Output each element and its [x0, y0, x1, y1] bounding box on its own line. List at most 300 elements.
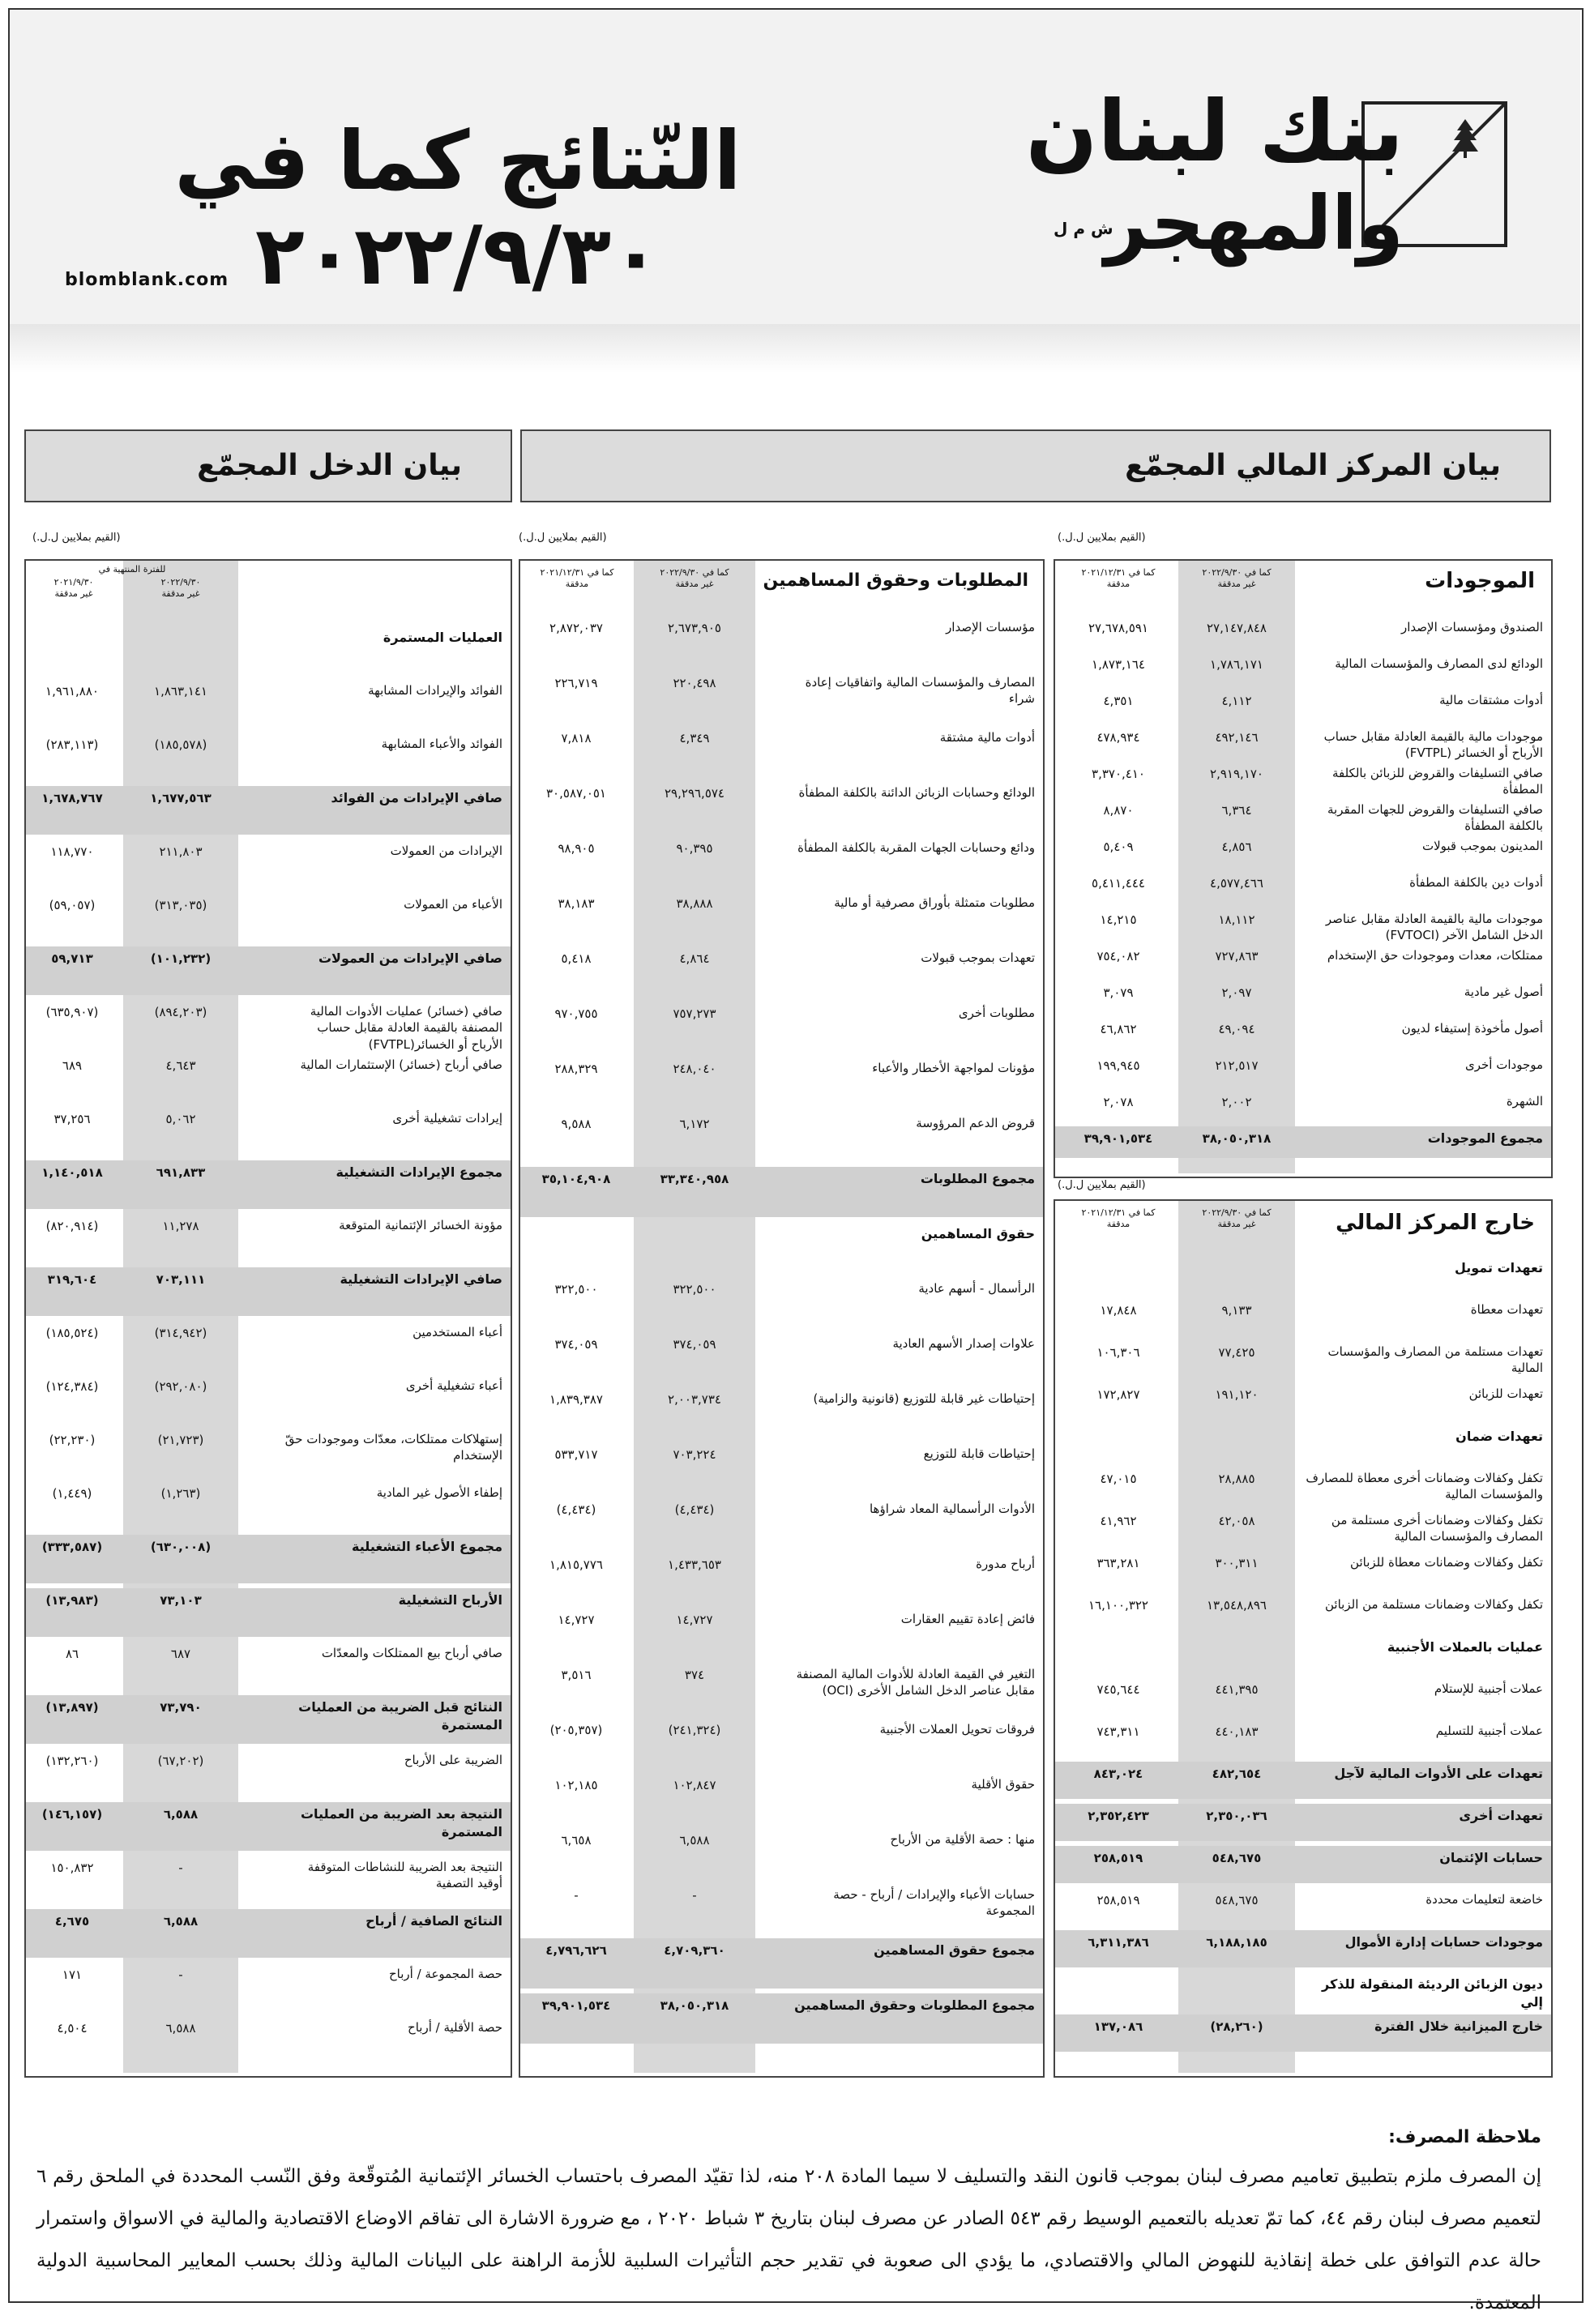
- current-period-value: (٢٩٢,٠٨٠): [154, 1379, 207, 1394]
- row-label: أعباء المستخدمين: [412, 1325, 502, 1339]
- table-row: [1055, 1256, 1551, 1293]
- current-period-value: ١٩١,١٢٠: [1215, 1387, 1259, 1402]
- prior-period-value: ٣٩,٩٠١,٥٣٤: [1084, 1131, 1153, 1146]
- prior-period-value: ٦٨٩: [62, 1058, 83, 1073]
- row-label: النتائج الصافية / أرباح: [365, 1913, 502, 1929]
- row-label: منها : حصة الأقلية من الأرباح: [890, 1832, 1035, 1847]
- table-row: [26, 1428, 511, 1476]
- table-row: [520, 946, 1043, 997]
- current-period-value: ٢,٦٧٣,٩٠٥: [668, 621, 721, 635]
- income-col1-head: ٢٠٢٢/٩/٣٠ غير مدققة: [160, 577, 201, 599]
- row-label: تعهدات أخرى: [1459, 1808, 1543, 1823]
- current-period-value: (٢١,٧٢٣): [157, 1433, 204, 1447]
- row-label: إحتياطات غير قابلة للتوزيع (قانونية والزامية): [813, 1391, 1035, 1406]
- prior-period-value: ١٧١: [62, 1967, 83, 1982]
- prior-period-value: ١٧٢,٨٢٧: [1096, 1387, 1140, 1402]
- current-period-value: ٥,٠٦٢: [165, 1112, 196, 1126]
- prior-period-value: ١٣٧,٠٨٦: [1093, 2019, 1143, 2034]
- current-period-value: ٥٤٨,٦٧٥: [1212, 1851, 1262, 1865]
- prior-period-value: ١٠٦,٣٠٦: [1096, 1345, 1140, 1360]
- row-label: تعهدات معطاة: [1470, 1302, 1543, 1317]
- row-label: ودائع وحسابات الجهات المقربة بالكلفة المطفأة: [797, 840, 1035, 855]
- prior-period-value: ٤٧٨,٩٣٤: [1096, 730, 1140, 745]
- row-label: قروض الدعم المرؤوسة: [916, 1116, 1035, 1130]
- prior-period-value: ٣٧٤,٠٥٩: [554, 1337, 598, 1352]
- current-period-value: (٢٤١,٣٢٤): [668, 1723, 721, 1737]
- table-row: [520, 1993, 1043, 2044]
- row-label: مطلوبات متمثلة بأوراق مصرفية أو مالية: [834, 895, 1035, 910]
- table-row: [1055, 1298, 1551, 1335]
- prior-period-value: ١١٨,٧٧٠: [50, 844, 94, 859]
- row-label: عمليات بالعملات الأجنبية: [1387, 1639, 1543, 1655]
- liab-col1-head: كما في ٢٠٢٢/٩/٣٠ غير مدققة: [660, 567, 729, 589]
- current-period-value: ٢١٢,٥١٧: [1215, 1058, 1259, 1073]
- table-row: [1055, 1972, 1551, 2010]
- table-row: [26, 1053, 511, 1102]
- assets-col1-head: كما في ٢٠٢٢/٩/٣٠ غير مدققة: [1202, 567, 1272, 589]
- row-label: صافي التسليفات والقروض للجهات المقربة بالكلفة المطفأة: [1327, 802, 1543, 834]
- current-period-value: ١٠٢,٨٤٧: [673, 1778, 716, 1792]
- row-label: أدوات دين بالكلفة المطفأة: [1409, 875, 1543, 890]
- row-label: النتائج قبل الضريبة من العمليات المستمرة: [298, 1699, 502, 1732]
- prior-period-value: (١٣,٨٩٧): [45, 1700, 99, 1715]
- table-row: [26, 1000, 511, 1052]
- prior-period-value: ٥٣٣,٧١٧: [554, 1447, 598, 1462]
- prior-period-value: ٣٦٣,٢٨١: [1096, 1556, 1140, 1570]
- current-period-value: ٦,١٧٢: [679, 1117, 710, 1131]
- prior-period-value: ٢٧,٦٧٨,٥٩١: [1088, 621, 1148, 635]
- prior-period-value: ١٩٩,٩٤٥: [1096, 1058, 1140, 1073]
- table-row: [1055, 1593, 1551, 1630]
- row-label: خارج الميزانية خلال الفترة: [1374, 2019, 1543, 2034]
- prior-period-value: (١٤٦,١٥٧): [41, 1807, 103, 1822]
- table-row: [1055, 1804, 1551, 1841]
- prior-period-value: ٣٧,٢٥٦: [53, 1112, 91, 1126]
- row-label: أدوات مالية مشتقة: [939, 730, 1035, 745]
- table-row: [520, 1497, 1043, 1548]
- current-period-value: ٢,٠٠٣,٧٣٤: [668, 1392, 721, 1407]
- prior-period-value: ١,٦٧٨,٧٦٧: [41, 791, 103, 805]
- row-label: تعهدات تمويل: [1454, 1260, 1543, 1275]
- row-label: النتيجة بعد الضريبة للنشاطات المتوقفة أوقيد التصفية: [307, 1860, 502, 1891]
- off-balance-title: خارج المركز المالي: [1336, 1211, 1535, 1235]
- row-label: تعهدات بموجب قبولات: [921, 951, 1035, 965]
- table-row: [26, 1963, 511, 2011]
- row-label: التغير في القيمة العادلة للأدوات المالية المصنفة مقابل عناصر الدخل الشامل الأخرى (OCI): [796, 1667, 1035, 1698]
- prior-period-value: ٢,٠٧٨: [1103, 1095, 1134, 1109]
- prior-period-value: (١,٤٤٩): [52, 1486, 92, 1501]
- row-label: الرأسمال - أسهم عادية: [918, 1281, 1035, 1296]
- table-row: [520, 1718, 1043, 1768]
- prior-period-value: ١,٨٣٩,٣٨٧: [549, 1392, 603, 1407]
- current-period-value: ٦,٣٦٤: [1221, 803, 1252, 818]
- row-label: صافي الإيرادات من الفوائد: [331, 790, 502, 805]
- off-balance-panel: [1054, 1199, 1553, 2078]
- off-col1-head: كما في ٢٠٢٢/٩/٣٠ غير مدققة: [1202, 1207, 1272, 1229]
- prior-period-value: (١٣,٩٨٣): [45, 1593, 99, 1608]
- prior-period-value: (٦٣٥,٩٠٧): [45, 1005, 99, 1019]
- current-period-value: (١٨٥,٥٧٨): [154, 737, 207, 752]
- row-label: تكفل وكفالات وضمانات أخرى معطاة للمصارف والمؤسسات المالية: [1306, 1471, 1543, 1502]
- current-period-value: ٤٤١,٣٩٥: [1215, 1682, 1259, 1697]
- current-period-value: ٢,٣٥٠,٠٣٦: [1206, 1809, 1267, 1823]
- prior-period-value: ٩,٥٨٨: [561, 1117, 592, 1131]
- prior-period-value: ٦,٦٥٨: [561, 1833, 592, 1848]
- current-period-value: (٨٩٤,٢٠٣): [154, 1005, 207, 1019]
- current-period-value: ٤٢,٠٥٨: [1218, 1514, 1255, 1528]
- table-row: [26, 839, 511, 888]
- table-row: [520, 1608, 1043, 1658]
- current-period-value: ٣٧٤: [684, 1668, 705, 1682]
- row-label: فروقات تحويل العملات الأجنبية: [879, 1722, 1035, 1737]
- row-label: موجودات مالية بالقيمة العادلة مقابل حساب الأرباح أو الخسائر (FVTPL): [1323, 729, 1543, 761]
- prior-period-value: ١,٨٧٣,١٦٤: [1092, 657, 1145, 672]
- current-period-value: ٢٢٠,٤٩٨: [673, 676, 716, 690]
- row-label: مؤونة الخسائر الإئتمانية المتوقعة: [339, 1218, 502, 1232]
- row-label: إحتياطات قابلة للتوزيع: [923, 1446, 1035, 1461]
- table-row: [26, 626, 511, 674]
- prior-period-value: (٥٩,٠٥٧): [49, 898, 96, 912]
- row-label: أصول غير مادية: [1464, 985, 1543, 999]
- table-row: [520, 1553, 1043, 1603]
- current-period-value: ٦٩١,٨٣٣: [156, 1165, 206, 1180]
- row-label: صافي (خسائر) عمليات الأدوات المالية المصنفة بالقيمة العادلة مقابل حساب الأرباح أو الخسائر(FVTPL): [310, 1004, 502, 1052]
- table-row: [520, 1112, 1043, 1162]
- table-row: [1055, 944, 1551, 976]
- liabilities-title: المطلوبات وحقوق المساهمين: [763, 570, 1028, 591]
- current-period-value: ١٤,٧٢٧: [676, 1613, 713, 1627]
- table-row: [1055, 1382, 1551, 1420]
- row-label: إطفاء الأصول غير المادية: [376, 1485, 502, 1500]
- note-title: ملاحظة المصرف:: [1388, 2127, 1541, 2147]
- current-period-value: (٣١٣,٠٣٥): [154, 898, 207, 912]
- row-label: تكفل وكفالات وضمانات مستلمة من الزبائن: [1325, 1597, 1543, 1612]
- prior-period-value: ٨,٨٧٠: [1103, 803, 1134, 818]
- prior-period-value: ٤٦,٨٦٢: [1100, 1022, 1137, 1036]
- table-row: [26, 733, 511, 781]
- prior-period-value: ٤١,٩٦٢: [1100, 1514, 1137, 1528]
- prior-period-value: ٦,٣١١,٣٨٦: [1088, 1935, 1149, 1950]
- prior-period-value: -: [574, 1888, 579, 1903]
- prior-period-value: ٣٠,٥٨٧,٠٥١: [546, 786, 606, 801]
- row-label: الأدوات الرأسمالية المعاد شراؤها: [869, 1502, 1035, 1516]
- table-row: [1055, 1090, 1551, 1121]
- row-label: حقوق الأقلية: [971, 1777, 1035, 1792]
- prior-period-value: ١٤,٢١٥: [1100, 912, 1137, 927]
- prior-period-value: ١,١٤٠,٥١٨: [41, 1165, 103, 1180]
- current-period-value: ٤٤٠,١٨٣: [1215, 1724, 1259, 1739]
- prior-period-value: (٢٨٣,١١٣): [45, 737, 99, 752]
- table-row: [1055, 1340, 1551, 1378]
- current-period-value: ١,٤٣٣,٦٥٣: [668, 1557, 721, 1572]
- note-text: إن المصرف ملزم بتطبيق تعاميم مصرف لبنان بموجب قانون النقد والتسليف لا سيما المادة ٢٠٨ منه، لذا تقيّد المصرف باحتساب الخسائر الإئتمانية المُتوقّعة وفق النّسب المحددة في الملحق رقم ٦ لتعميم مصرف لبنان رقم ٤٤، كما تمّ تعديله بالتعميم الوسيط رقم ٥٤٣ الصادر عن مصرف لبنان بتاريخ ٣ شباط ٢٠٢٠ ، مع ضرورة الاشارة الى تفاقم الاوضاع الاقتصادية والمالية في الاسواق واستمرار حالة عدم التوافق على خطة إنقاذية للنهوض المالي والاقتصادي، ما يؤدي الى صعوبة في تقدير حجم التأثيرات السلبية للأزمة الراهنة على البيانات المالية وذلك بحسب المعايير المحاسبية الدولية المعتمدة.: [36, 2166, 1542, 2313]
- table-row: [1055, 1126, 1551, 1158]
- table-row: [26, 1802, 511, 1851]
- row-label: الشهرة: [1506, 1094, 1543, 1109]
- current-period-value: ٣٠٠,٣١١: [1215, 1556, 1259, 1570]
- table-row: [1055, 725, 1551, 761]
- prior-period-value: ٣٨,١٨٣: [558, 896, 595, 911]
- prior-period-value: ١,٨١٥,٧٧٦: [549, 1557, 603, 1572]
- current-period-value: ٤,٧٠٩,٣٦٠: [664, 1943, 725, 1958]
- row-label: إستهلاكات ممتلكات، معدّات وموجودات حقّ الإستخدام: [284, 1432, 502, 1463]
- prior-period-value: ٨٤٣,٠٢٤: [1093, 1766, 1143, 1781]
- row-label: حصة الأقلية / أرباح: [408, 2020, 502, 2035]
- prior-period-value: ٥٩,٧١٣: [51, 951, 93, 966]
- current-period-value: ٦,٥٨٨: [163, 1914, 199, 1929]
- current-period-value: ١,٨٦٣,١٤١: [154, 684, 207, 698]
- table-row: [26, 1642, 511, 1690]
- unit-note-income: (القيم بملايين ل.ل.): [32, 532, 121, 544]
- table-row: [520, 1442, 1043, 1493]
- prior-period-value: ٤,٧٩٦,٦٢٦: [545, 1943, 607, 1958]
- table-row: [26, 1909, 511, 1958]
- prior-period-value: ٣٥,١٠٤,٩٠٨: [541, 1172, 611, 1186]
- row-label: فائض إعادة تقييم العقارات: [900, 1612, 1035, 1626]
- row-label: تعهدات مستلمة من المصارف والمؤسسات المالية: [1327, 1344, 1543, 1376]
- current-period-value: ٧٢٧,٨٦٣: [1215, 949, 1259, 963]
- current-period-value: ٧٥٧,٢٧٣: [673, 1006, 716, 1021]
- prior-period-value: ٥,٤١٨: [561, 951, 592, 966]
- website-link[interactable]: blomblank.com: [65, 270, 229, 290]
- current-period-value: ٦,٥٨٨: [679, 1833, 710, 1848]
- table-row: [520, 1828, 1043, 1878]
- current-period-value: ١٨,١١٢: [1218, 912, 1255, 927]
- current-period-value: ٧٠٣,٢٢٤: [673, 1447, 716, 1462]
- current-period-value: (٦٣٠,٠٠٨): [150, 1540, 212, 1554]
- table-row: [520, 891, 1043, 942]
- table-row: [26, 786, 511, 835]
- prior-period-value: ٤,٣٥١: [1103, 694, 1134, 708]
- off-col2-head: كما في ٢٠٢١/١٢/٣١ مدققة: [1081, 1207, 1156, 1229]
- current-period-value: (٢٨,٢٦٠): [1210, 2019, 1263, 2034]
- row-label: الأعباء من العمولات: [404, 897, 502, 912]
- current-period-value: ٢,٠٩٧: [1221, 985, 1252, 1000]
- prior-period-value: (٨٢٠,٩١٤): [45, 1219, 99, 1233]
- prior-period-value: ٧٤٣,٣١١: [1096, 1724, 1140, 1739]
- table-row: [1055, 689, 1551, 720]
- prior-period-value: ١٥٠,٨٣٢: [50, 1860, 94, 1875]
- current-period-value: ٣٨,٠٥٠,٣١٨: [660, 1998, 729, 2013]
- current-period-value: -: [692, 1888, 697, 1903]
- prior-period-value: ٢,٨٧٢,٠٣٧: [549, 621, 603, 635]
- prior-period-value: ٣٩,٩٠١,٥٣٤: [541, 1998, 611, 2013]
- current-period-value: ٧٣,١٠٣: [160, 1593, 202, 1608]
- table-row: [520, 1883, 1043, 1933]
- row-label: عملات أجنبية للإستلام: [1434, 1681, 1543, 1696]
- table-row: [520, 616, 1043, 666]
- table-row: [1055, 652, 1551, 684]
- row-label: مجموع حقوق المساهمين: [874, 1942, 1035, 1958]
- current-period-value: ٢٤٨,٠٤٠: [673, 1062, 716, 1076]
- row-label: مؤسسات الإصدار: [946, 620, 1035, 634]
- prior-period-value: ٣,٠٧٩: [1103, 985, 1134, 1000]
- current-period-value: ٣٨,٨٨٨: [676, 896, 713, 911]
- current-period-value: ٢١١,٨٠٣: [159, 844, 203, 859]
- current-period-value: ٩٠,٣٩٥: [676, 841, 713, 856]
- table-row: [1055, 1017, 1551, 1049]
- row-label: الضريبة على الأرباح: [404, 1753, 502, 1767]
- current-period-value: ٦,٥٨٨: [165, 2021, 196, 2036]
- table-row: [26, 1160, 511, 1209]
- current-period-value: -: [178, 1967, 183, 1982]
- prior-period-value: ٩٨,٩٠٥: [558, 841, 595, 856]
- table-row: [1055, 1425, 1551, 1462]
- table-row: [1055, 980, 1551, 1012]
- row-label: موجودات أخرى: [1465, 1057, 1543, 1072]
- table-row: [1055, 616, 1551, 647]
- current-period-value: ٤,١١٢: [1221, 694, 1252, 708]
- bank-name-line2: والمهجر: [1104, 180, 1404, 267]
- row-label: الودائع لدى المصارف والمؤسسات المالية: [1335, 656, 1543, 671]
- table-row: [520, 1773, 1043, 1823]
- table-row: [26, 1856, 511, 1904]
- row-label: موجودات مالية بالقيمة العادلة مقابل عناصر الدخل الشامل الآخر (FVTOCI): [1325, 912, 1543, 943]
- bank-suffix: ش م ل: [1054, 219, 1113, 238]
- table-row: [520, 836, 1043, 886]
- table-row: [26, 1481, 511, 1530]
- table-row: [26, 893, 511, 942]
- prior-period-value: ٢٥٨,٥١٩: [1093, 1851, 1143, 1865]
- current-period-value: ٤,٨٥٦: [1221, 839, 1252, 854]
- current-period-value: (١٠١,٢٣٢): [150, 951, 212, 966]
- liab-col2-head: كما في ٢٠٢١/١٢/٣١ مدققة: [540, 567, 614, 589]
- row-label: الصندوق ومؤسسات الإصدار: [1401, 620, 1543, 634]
- current-period-value: ٧٣,٧٩٠: [160, 1700, 202, 1715]
- prior-period-value: ٤٧,٠١٥: [1100, 1472, 1137, 1486]
- row-label: مجموع المطلوبات وحقوق المساهمين: [794, 1997, 1035, 2013]
- row-label: تعهدات ضمان: [1455, 1429, 1543, 1444]
- row-label: أرباح مدورة: [976, 1557, 1035, 1571]
- row-label: المصارف والمؤسسات المالية واتفاقيات إعادة شراء: [805, 675, 1035, 707]
- table-row: [1055, 1677, 1551, 1715]
- prior-period-value: (١٣٢,٢٦٠): [45, 1754, 99, 1768]
- row-label: حسابات الإئتمان: [1439, 1850, 1543, 1865]
- row-label: حقوق المساهمين: [921, 1226, 1035, 1241]
- table-row: [1055, 1053, 1551, 1085]
- row-label: حسابات الأعباء والإيرادات / أرباح - حصة المجموعة: [833, 1887, 1035, 1919]
- row-label: الودائع وحسابات الزبائن الدائنة بالكلفة المطفأة: [798, 785, 1035, 800]
- current-period-value: ٧٠٣,١١١: [156, 1272, 206, 1287]
- prior-period-value: ٢٢٦,٧١٩: [554, 676, 598, 690]
- row-label: مجموع الأعباء التشغيلية: [352, 1539, 502, 1554]
- current-period-value: ٤,٦٤٣: [165, 1058, 196, 1073]
- table-row: [520, 1057, 1043, 1107]
- prior-period-value: ٥,٤٠٩: [1103, 839, 1134, 854]
- current-period-value: ٤٨٢,٦٥٤: [1212, 1766, 1262, 1781]
- table-row: [26, 1588, 511, 1637]
- current-period-value: ٢٩,٢٩٦,٥٧٤: [665, 786, 724, 801]
- table-row: [26, 1214, 511, 1262]
- prior-period-value: (٢٠٥,٣٥٧): [549, 1723, 603, 1737]
- table-row: [1055, 1930, 1551, 1967]
- prior-period-value: ٩٧٠,٧٥٥: [554, 1006, 598, 1021]
- table-row: [520, 1938, 1043, 1989]
- row-label: تكفل وكفالات وضمانات معطاة للزبائن: [1350, 1555, 1543, 1570]
- current-period-value: ٣٨,٠٥٠,٣١٨: [1202, 1131, 1272, 1146]
- income-statement-title: بيان الدخل المجمّع: [24, 429, 512, 502]
- prior-period-value: (٢٢,٢٣٠): [49, 1433, 96, 1447]
- row-label: الفوائد والإيرادات المشابهة: [368, 683, 502, 698]
- row-label: مجموع الإيرادات التشغيلية: [336, 1164, 502, 1180]
- table-row: [1055, 908, 1551, 943]
- table-row: [1055, 1635, 1551, 1673]
- prior-period-value: (١٢٤,٣٨٤): [45, 1379, 99, 1394]
- table-row: [26, 1107, 511, 1156]
- current-period-value: ٩,١٣٣: [1221, 1303, 1252, 1318]
- assets-col2-head: كما في ٢٠٢١/١٢/٣١ مدققة: [1081, 567, 1156, 589]
- current-period-value: ٤٩٢,١٤٦: [1215, 730, 1259, 745]
- row-label: الإيرادات من العمولات: [390, 844, 502, 858]
- current-period-value: ٤,٨٦٤: [679, 951, 710, 966]
- table-row: [1055, 1467, 1551, 1504]
- headline: النّتائج كما في ٢٠٢٢/٩/٣٠: [174, 113, 742, 303]
- row-label: ممتلكات، معدات وموجودات حق الإستخدام: [1327, 948, 1543, 963]
- row-label: الأرباح التشغيلية: [398, 1592, 502, 1608]
- row-label: صافي التسليفات والقروض للزبائن بالكلفة المطفأة: [1331, 766, 1543, 797]
- table-row: [520, 671, 1043, 721]
- current-period-value: ٦,٥٨٨: [163, 1807, 199, 1822]
- table-row: [520, 1002, 1043, 1052]
- row-label: إيرادات تشغيلية أخرى: [392, 1111, 502, 1126]
- table-row: [1055, 1762, 1551, 1799]
- table-row: [26, 679, 511, 728]
- table-row: [26, 1321, 511, 1369]
- assets-title: الموجودات: [1425, 569, 1535, 593]
- row-label: أصول مأخوذة إستيفاء لديون: [1401, 1021, 1543, 1036]
- prior-period-value: ١,٩٦١,٨٨٠: [45, 684, 99, 698]
- row-label: أدوات مشتقات مالية: [1439, 693, 1543, 707]
- income-panel: [24, 559, 512, 2078]
- row-label: تكفل وكفالات وضمانات أخرى مستلمة من المصارف والمؤسسات المالية: [1331, 1513, 1543, 1544]
- prior-period-value: (٣٣٣,٥٨٧): [41, 1540, 103, 1554]
- table-row: [1055, 2014, 1551, 2052]
- current-period-value: ٥٤٨,٦٧٥: [1215, 1893, 1259, 1907]
- table-row: [1055, 1551, 1551, 1588]
- current-period-value: ١١,٢٧٨: [162, 1219, 199, 1233]
- table-row: [26, 1267, 511, 1316]
- row-label: مؤونات لمواجهة الأخطار والأعباء: [872, 1061, 1035, 1075]
- prior-period-value: ٧٤٥,٦٤٤: [1096, 1682, 1140, 1697]
- prior-period-value: ٣٢٢,٥٠٠: [554, 1282, 598, 1297]
- prior-period-value: ٥,٤١١,٤٤٤: [1092, 876, 1145, 891]
- row-label: أعباء تشغيلية أخرى: [405, 1378, 502, 1393]
- table-row: [1055, 762, 1551, 797]
- row-label: صافي أرباح (خسائر) الإستثمارات المالية: [300, 1057, 502, 1072]
- prior-period-value: ٨٦: [65, 1647, 79, 1661]
- row-label: مجموع الموجودات: [1427, 1130, 1543, 1146]
- prior-period-value: ٢٨٨,٣٢٩: [554, 1062, 598, 1076]
- prior-period-value: ١٧,٨٤٨: [1100, 1303, 1137, 1318]
- prior-period-value: ٧٥٤,٠٨٢: [1096, 949, 1140, 963]
- row-label: مطلوبات أخرى: [958, 1006, 1035, 1020]
- table-row: [1055, 1509, 1551, 1546]
- bank-name-line1: بنك لبنان: [1025, 82, 1404, 181]
- row-label: الفوائد والأعباء المشابهة: [381, 737, 502, 751]
- table-row: [26, 1535, 511, 1583]
- prior-period-value: ١٤,٧٢٧: [558, 1613, 595, 1627]
- current-period-value: (٤,٤٣٤): [674, 1502, 715, 1517]
- row-label: صافي أرباح بيع الممتلكات والمعدّات: [321, 1646, 502, 1660]
- current-period-value: ٦,١٨٨,١٨٥: [1206, 1935, 1267, 1950]
- prior-period-value: ٣,٣٧٠,٤١٠: [1092, 767, 1145, 781]
- prior-period-value: (١٨٥,٥٢٤): [45, 1326, 99, 1340]
- current-period-value: ٢,٠٠٢: [1221, 1095, 1252, 1109]
- table-row: [26, 1374, 511, 1423]
- table-row: [520, 1387, 1043, 1438]
- prior-period-value: ١٦,١٠٠,٣٢٢: [1088, 1598, 1148, 1613]
- table-row: [520, 726, 1043, 776]
